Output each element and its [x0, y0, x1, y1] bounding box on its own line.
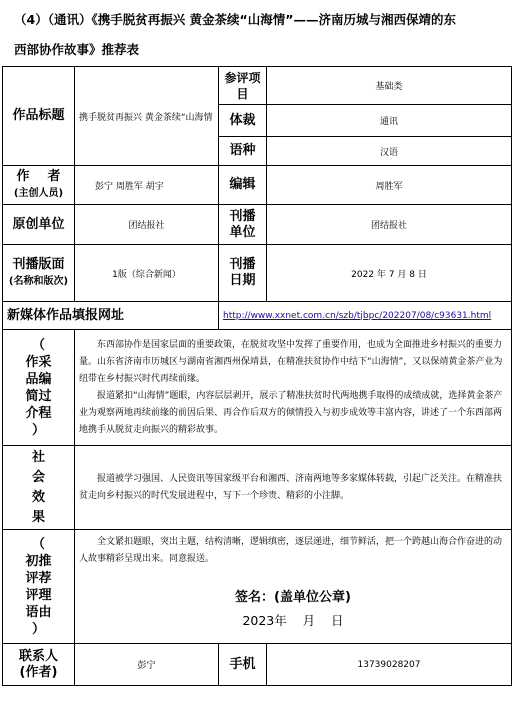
phone-value: 13739028207	[267, 644, 512, 686]
newmedia-url-link[interactable]: http://www.xxnet.com.cn/szb/tjbpc/202207/08/c93631.html	[223, 310, 492, 321]
sign-date: 2023年 月 日	[242, 613, 344, 628]
form-heading-line-2: 西部协作故事》推荐表	[14, 42, 140, 57]
review-label-line: 评荐	[25, 570, 52, 586]
effect-paragraph: 报道被学习强国、人民资讯等国家级平台和湘西、济南两地等多家媒体转载，引起广泛关注。在精准扶贫走向乡村振兴的时代发展进程中，写下一个珍贵、精彩的小注脚。	[79, 473, 503, 501]
review-label-line: ）	[31, 621, 45, 637]
editor-value: 周胜军	[267, 166, 512, 205]
pub-unit-label-cell	[219, 205, 267, 245]
date-value: 2022 年 7 月 8 日	[267, 245, 512, 302]
effect-label-line: 会	[31, 469, 45, 485]
intro-paragraph-2: 报道紧扣“山海情”题眼，内容层层剥开，展示了精准扶贫时代两地携手取得的成绩成就，选择黄金茶产业为观察两地再续前缘的前因后果、再合作后双方的倾情投入与初步成效等丰富内容，讲述了一个东西部两地携手从脱贫走向振兴的精彩故事。	[79, 390, 503, 435]
pub-unit-value: 团结报社	[267, 205, 512, 245]
intro-label-line: ）	[31, 422, 45, 438]
effect-content	[75, 446, 512, 530]
intro-label-line: 介程	[25, 405, 52, 421]
review-label-line: 语由	[25, 604, 52, 620]
review-label	[3, 530, 75, 644]
review-label-line: （	[31, 536, 45, 552]
intro-label-line: 作采	[25, 354, 52, 370]
recommendation-form-table	[2, 66, 512, 686]
intro-label-line: （	[31, 337, 45, 353]
date-label-1: 刊播	[229, 257, 256, 272]
author-label-cell	[3, 166, 75, 205]
review-label-line: 初推	[25, 553, 52, 569]
phone-label: 手机	[219, 644, 267, 686]
contact-value: 彭宁	[75, 644, 219, 686]
review-content	[75, 530, 512, 644]
effect-label-line: 社	[31, 449, 45, 465]
effect-label-line: 果	[31, 509, 45, 525]
author-sublabel: (主创人员)	[13, 187, 64, 199]
intro-label-line: 简过	[25, 388, 52, 404]
contact-label-cell	[3, 644, 75, 686]
language-label: 语种	[219, 137, 267, 166]
review-label-line: 评理	[25, 587, 52, 603]
page-sublabel: (名称和版次)	[8, 275, 69, 287]
page-label: 刊播版面	[12, 256, 65, 272]
newmedia-label: 新媒体作品填报网址	[3, 302, 219, 330]
language-value: 汉语	[267, 137, 512, 166]
pub-unit-label-1: 刊播	[229, 208, 256, 224]
date-label-2: 日期	[229, 273, 256, 288]
editor-label: 编辑	[219, 166, 267, 205]
author-value: 彭宁 周胜军 胡宇	[75, 166, 219, 205]
genre-value: 通讯	[267, 105, 512, 137]
form-heading-line-1: （4）（通讯）《携手脱贫再振兴 黄金茶续“山海情”——济南历城与湘西保靖的东	[14, 12, 456, 27]
category-label: 参评项目	[219, 67, 267, 105]
unit-value: 团结报社	[75, 205, 219, 245]
intro-label-line: 品编	[25, 371, 52, 387]
page-label-cell	[3, 245, 75, 302]
author-label: 作 者	[16, 168, 61, 184]
contact-label-2: (作者)	[19, 664, 58, 680]
effect-label-line: 效	[31, 489, 45, 505]
unit-label: 原创单位	[3, 205, 75, 245]
date-label-cell	[219, 245, 267, 302]
review-paragraph: 全文紧扣题眼，突出主题，结构清晰，逻辑缜密，逐层递进，细节鲜活，把一个跨越山海合作奋进的动人故事精彩呈现出来。同意报送。	[79, 537, 503, 564]
pub-unit-label-2: 单位	[229, 224, 256, 240]
genre-label: 体裁	[219, 105, 267, 137]
effect-label	[3, 446, 75, 530]
newmedia-url-cell	[219, 302, 512, 330]
contact-label-1: 联系人	[18, 648, 58, 664]
title-label: 作品标题	[3, 67, 75, 166]
category-value: 基础类	[267, 67, 512, 105]
page-value: 1版（综合新闻）	[75, 245, 219, 302]
intro-content	[75, 330, 512, 446]
title-value: 携手脱贫再振兴 黄金茶续“山海情	[75, 67, 219, 166]
intro-paragraph-1: 东西部协作是国家层面的重要政策，在脱贫攻坚中发挥了重要作用，也成为全面推进乡村振兴的重要力量。山东省济南市历城区与湖南省湘西州保靖县，在精准扶贫协作中结下“山海情”，又以保靖黄金茶产业为纽带在乡村振兴时代再续前缘。	[79, 339, 503, 384]
intro-label	[3, 330, 75, 446]
signature-line: 签名：(盖单位公章)	[235, 590, 351, 605]
